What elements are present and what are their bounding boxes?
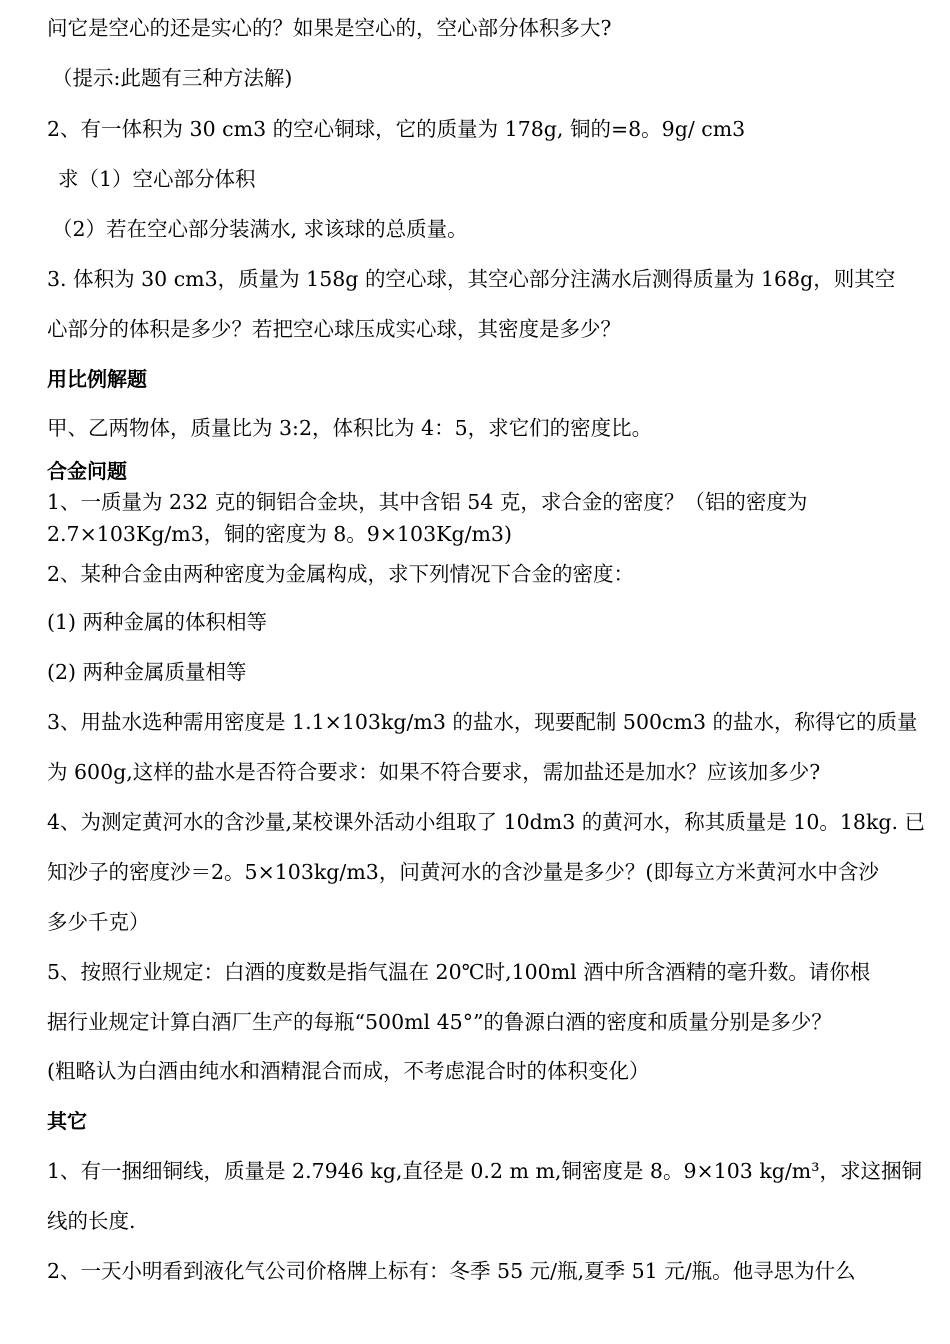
question-text: 多少千克） [47,910,150,934]
question-subpart: (1) 两种金属的体积相等 [47,610,268,634]
question-text: 知沙子的密度沙＝2。5×103kg/m3，问黄河水的含沙量是多少？(即每立方米黄河水中含沙 [47,860,879,884]
question-text: 5、按照行业规定：白酒的度数是指气温在 20℃时,100ml 酒中所含酒精的毫升数。请你根 [47,960,871,984]
question-subpart: 求（1）空心部分体积 [58,167,256,191]
question-text: 1、有一捆细铜线，质量是 2.7946 kg,直径是 0.2 m m,铜密度是 8。9×103 kg/m³，求这捆铜 [47,1159,922,1183]
question-text: 4、为测定黄河水的含沙量,某校课外活动小组取了 10dm3 的黄河水，称其质量是 10。18kg. 已 [47,810,926,834]
question-text: (粗略认为白酒由纯水和酒精混合而成，不考虑混合时的体积变化） [47,1059,650,1083]
section-heading: 合金问题 [47,459,127,483]
question-subpart: (2) 两种金属质量相等 [47,660,247,684]
question-text: 2、有一体积为 30 cm3 的空心铜球，它的质量为 178g, 铜的=8。9g/ cm3 [47,117,746,141]
hint-text: （提示:此题有三种方法解) [52,66,293,90]
question-text: 2、一天小明看到液化气公司价格牌上标有：冬季 55 元/瓶,夏季 51 元/瓶。他寻思为什么 [47,1259,856,1283]
question-text: 3. 体积为 30 cm3，质量为 158g 的空心球，其空心部分注满水后测得质量为 168g，则其空 [47,267,896,291]
question-text: 3、用盐水选种需用密度是 1.1×103kg/m3 的盐水，现要配制 500cm3 的盐水，称得它的质量 [47,710,918,734]
section-heading: 用比例解题 [47,367,147,391]
question-text: 线的长度. [47,1209,136,1233]
question-text: 问它是空心的还是实心的？如果是空心的，空心部分体积多大? [47,16,612,40]
section-heading: 其它 [47,1109,87,1133]
question-text: 2.7×103Kg/m3，铜的密度为 8。9×103Kg/m3) [47,522,512,546]
question-text: 为 600g,这样的盐水是否符合要求：如果不符合要求，需加盐还是加水？应该加多少? [47,760,821,784]
question-subpart: （2）若在空心部分装满水, 求该球的总质量。 [52,217,468,241]
question-text: 2、某种合金由两种密度为金属构成，求下列情况下合金的密度： [47,562,635,586]
question-text: 1、一质量为 232 克的铜铝合金块，其中含铝 54 克，求合金的密度？（铝的密度为 [47,490,808,514]
question-text: 据行业规定计算白酒厂生产的每瓶“500ml 45°”的鲁源白酒的密度和质量分别是多少？ [47,1010,832,1034]
question-text: 甲、乙两物体，质量比为 3:2，体积比为 4：5，求它们的密度比。 [47,416,653,440]
question-text: 心部分的体积是多少？若把空心球压成实心球，其密度是多少？ [47,317,621,341]
